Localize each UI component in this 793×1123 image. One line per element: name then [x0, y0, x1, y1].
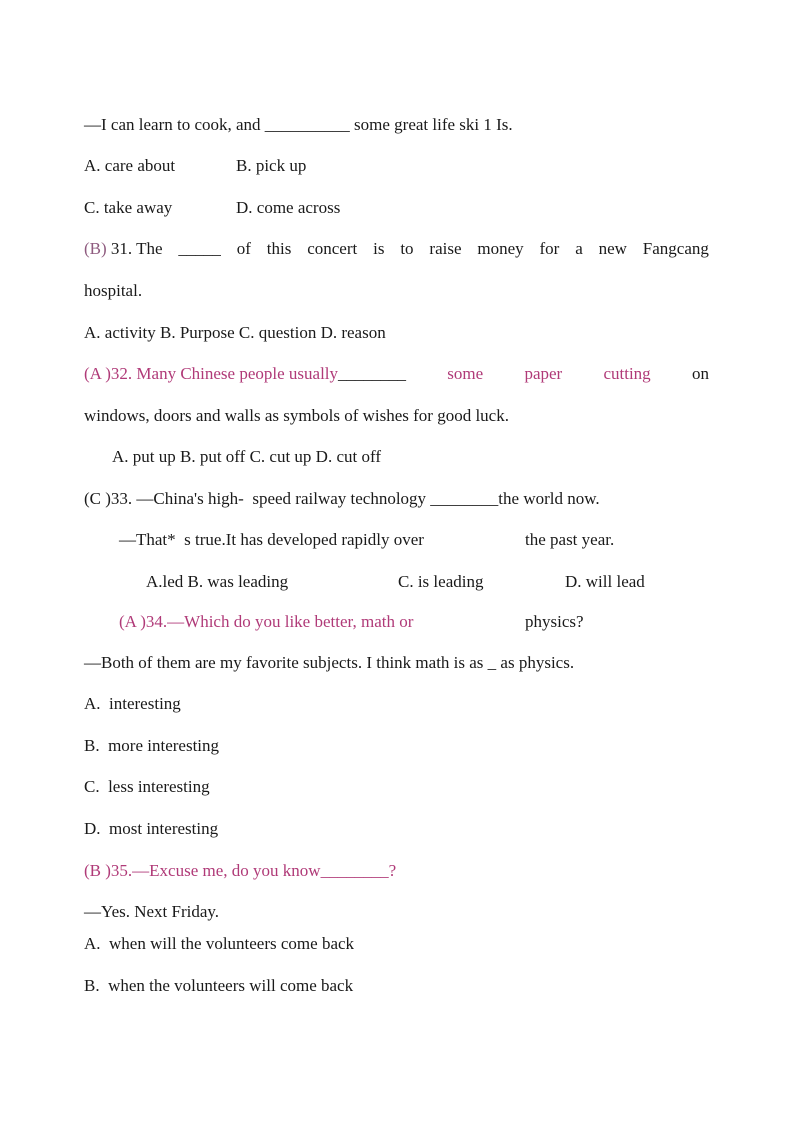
q32-stem-text: (A )32. Many Chinese people usually: [84, 364, 339, 383]
q35-stem: (B )35.—Excuse me, do you know: [84, 861, 321, 880]
q31-word: concert: [307, 239, 358, 258]
q34-stem-end: physics?: [525, 612, 584, 631]
q31-word: money: [477, 239, 524, 258]
q34-option-d: D. most interesting: [84, 819, 219, 838]
q33-option-c: C. is leading: [398, 572, 484, 591]
q32-word: on: [691, 364, 709, 383]
q34-reply: —Both of them are my favorite subjects. I think math is as _ as physics.: [84, 653, 575, 672]
q31-word: new: [598, 239, 627, 258]
q31-options: A. activity B. Purpose C. question D. reason: [84, 323, 386, 342]
q34-option-c: C. less interesting: [84, 777, 210, 796]
q34-stem: (A )34.—Which do you like better, math or: [119, 612, 414, 631]
q32-options: A. put up B. put off C. cut up D. cut off: [112, 447, 381, 466]
q30-option-b: B. pick up: [236, 156, 307, 175]
q32-word: some: [447, 364, 484, 383]
q31-word: is: [373, 239, 385, 258]
q30-option-c: C. take away: [84, 198, 173, 217]
q35-blank: ________?: [320, 861, 397, 880]
q31-word: of: [236, 239, 251, 258]
q31-word: _____: [178, 239, 221, 258]
q31-word: raise: [429, 239, 462, 258]
q33-stem: (C )33. —China's high- speed railway technology ________the world now.: [84, 489, 600, 508]
q31-word: Fangcang: [642, 239, 709, 258]
q31-word: this: [266, 239, 292, 258]
q32-stem-continued: windows, doors and walls as symbols of wishes for good luck.: [84, 406, 509, 425]
q30-option-a: A. care about: [84, 156, 176, 175]
q31-stem-continued: hospital.: [84, 281, 143, 300]
q35-stem-line: [84, 861, 396, 881]
q33-option-d: D. will lead: [565, 572, 645, 591]
q35-option-b: B. when the volunteers will come back: [84, 976, 354, 995]
q34-option-a: A. interesting: [84, 694, 181, 713]
q31-answer: (B): [84, 239, 107, 258]
q33-reply-end: the past year.: [525, 530, 615, 549]
q32-blank: ________: [338, 364, 407, 383]
q34-option-b: B. more interesting: [84, 736, 220, 755]
q31-word: for: [539, 239, 560, 258]
q31-word: 31. The: [110, 239, 163, 258]
q31-word: a: [575, 239, 583, 258]
q31-stem: [84, 239, 709, 259]
q30-option-d: D. come across: [236, 198, 341, 217]
q32-word: paper: [524, 364, 563, 383]
q30-stem: —I can learn to cook, and __________ some great life ski 1 Is.: [84, 115, 513, 134]
q33-options-ab: A.led B. was leading: [146, 572, 289, 591]
q35-reply: —Yes. Next Friday.: [84, 902, 220, 921]
q31-word: to: [400, 239, 414, 258]
q33-reply: —That* s true.It has developed rapidly over: [119, 530, 424, 549]
q32-word: cutting: [603, 364, 651, 383]
q32-stem: [84, 364, 709, 384]
q35-option-a: A. when will the volunteers come back: [84, 934, 355, 953]
